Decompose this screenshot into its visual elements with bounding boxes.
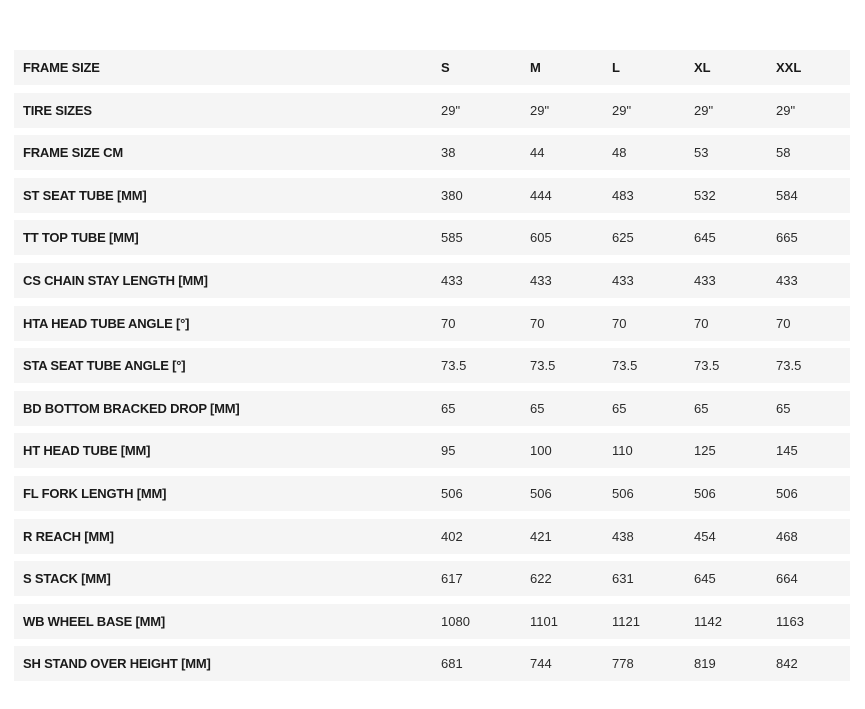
cell-value: 29"	[776, 102, 796, 118]
cell-value: 125	[694, 443, 716, 459]
cell-value: 100	[530, 443, 552, 459]
cell-value: 664	[776, 571, 798, 587]
table-row	[14, 306, 850, 341]
row-label: HTA HEAD TUBE ANGLE [°]	[23, 315, 190, 331]
cell-value: 631	[612, 571, 634, 587]
row-label: TIRE SIZES	[23, 102, 92, 118]
table-row	[14, 135, 850, 170]
size-header-xxl: XXL	[776, 60, 802, 75]
cell-value: 70	[612, 315, 627, 331]
row-label: TT TOP TUBE [MM]	[23, 230, 139, 246]
cell-value: 744	[530, 656, 552, 672]
cell-value: 73.5	[530, 358, 556, 374]
cell-value: 58	[776, 145, 791, 161]
cell-value: 65	[694, 400, 709, 416]
cell-value: 645	[694, 230, 716, 246]
table-row	[14, 263, 850, 298]
table-row	[14, 391, 850, 426]
size-header-l: L	[612, 60, 620, 75]
geometry-table	[14, 50, 850, 689]
cell-value: 617	[441, 571, 463, 587]
cell-value: 65	[441, 400, 456, 416]
cell-value: 605	[530, 230, 552, 246]
table-row	[14, 178, 850, 213]
cell-value: 506	[441, 485, 463, 501]
cell-value: 73.5	[694, 358, 720, 374]
cell-value: 70	[441, 315, 456, 331]
cell-value: 73.5	[612, 358, 638, 374]
cell-value: 73.5	[441, 358, 467, 374]
table-row	[14, 348, 850, 383]
size-header-xl: XL	[694, 60, 711, 75]
cell-value: 506	[776, 485, 798, 501]
cell-value: 65	[612, 400, 627, 416]
cell-value: 1142	[694, 613, 722, 629]
cell-value: 625	[612, 230, 634, 246]
cell-value: 38	[441, 145, 456, 161]
row-label: HT HEAD TUBE [MM]	[23, 443, 151, 459]
table-row	[14, 220, 850, 255]
cell-value: 438	[612, 528, 634, 544]
table-row	[14, 93, 850, 128]
cell-value: 433	[530, 272, 552, 288]
cell-value: 532	[694, 187, 716, 203]
cell-value: 506	[694, 485, 716, 501]
cell-value: 506	[530, 485, 552, 501]
row-label: SH STAND OVER HEIGHT [MM]	[23, 656, 211, 672]
row-label: R REACH [MM]	[23, 528, 114, 544]
cell-value: 53	[694, 145, 709, 161]
table-row	[14, 646, 850, 681]
cell-value: 468	[776, 528, 798, 544]
row-label: WB WHEEL BASE [MM]	[23, 613, 166, 629]
table-row	[14, 604, 850, 639]
cell-value: 645	[694, 571, 716, 587]
cell-value: 585	[441, 230, 463, 246]
size-header-s: S	[441, 60, 450, 75]
row-label: STA SEAT TUBE ANGLE [°]	[23, 358, 186, 374]
row-label: FRAME SIZE CM	[23, 145, 123, 161]
row-label: ST SEAT TUBE [MM]	[23, 187, 147, 203]
cell-value: 29"	[694, 102, 714, 118]
cell-value: 444	[530, 187, 552, 203]
cell-value: 29"	[441, 102, 461, 118]
cell-value: 48	[612, 145, 627, 161]
table-row	[14, 561, 850, 596]
cell-value: 65	[530, 400, 545, 416]
cell-value: 73.5	[776, 358, 802, 374]
cell-value: 44	[530, 145, 545, 161]
cell-value: 29"	[530, 102, 550, 118]
row-label: FL FORK LENGTH [MM]	[23, 485, 167, 501]
cell-value: 665	[776, 230, 798, 246]
cell-value: 70	[530, 315, 545, 331]
cell-value: 1101	[530, 613, 558, 629]
cell-value: 1163	[776, 613, 804, 629]
cell-value: 622	[530, 571, 552, 587]
cell-value: 145	[776, 443, 798, 459]
cell-value: 1121	[612, 613, 640, 629]
table-row	[14, 476, 850, 511]
cell-value: 421	[530, 528, 552, 544]
cell-value: 433	[612, 272, 634, 288]
cell-value: 29"	[612, 102, 632, 118]
cell-value: 778	[612, 656, 634, 672]
row-label: S STACK [MM]	[23, 571, 111, 587]
cell-value: 681	[441, 656, 463, 672]
cell-value: 70	[694, 315, 709, 331]
table-row	[14, 519, 850, 554]
cell-value: 433	[694, 272, 716, 288]
cell-value: 65	[776, 400, 791, 416]
cell-value: 433	[441, 272, 463, 288]
cell-value: 584	[776, 187, 798, 203]
table-row	[14, 433, 850, 468]
cell-value: 483	[612, 187, 634, 203]
cell-value: 402	[441, 528, 463, 544]
size-header-m: M	[530, 60, 541, 75]
header-label: FRAME SIZE	[23, 60, 100, 75]
cell-value: 110	[612, 443, 633, 459]
cell-value: 1080	[441, 613, 470, 629]
cell-value: 842	[776, 656, 798, 672]
table-header-row	[14, 50, 850, 85]
cell-value: 819	[694, 656, 716, 672]
row-label: BD BOTTOM BRACKED DROP [MM]	[23, 400, 240, 416]
cell-value: 95	[441, 443, 456, 459]
row-label: CS CHAIN STAY LENGTH [MM]	[23, 272, 208, 288]
cell-value: 454	[694, 528, 716, 544]
cell-value: 380	[441, 187, 463, 203]
cell-value: 433	[776, 272, 798, 288]
cell-value: 70	[776, 315, 791, 331]
cell-value: 506	[612, 485, 634, 501]
